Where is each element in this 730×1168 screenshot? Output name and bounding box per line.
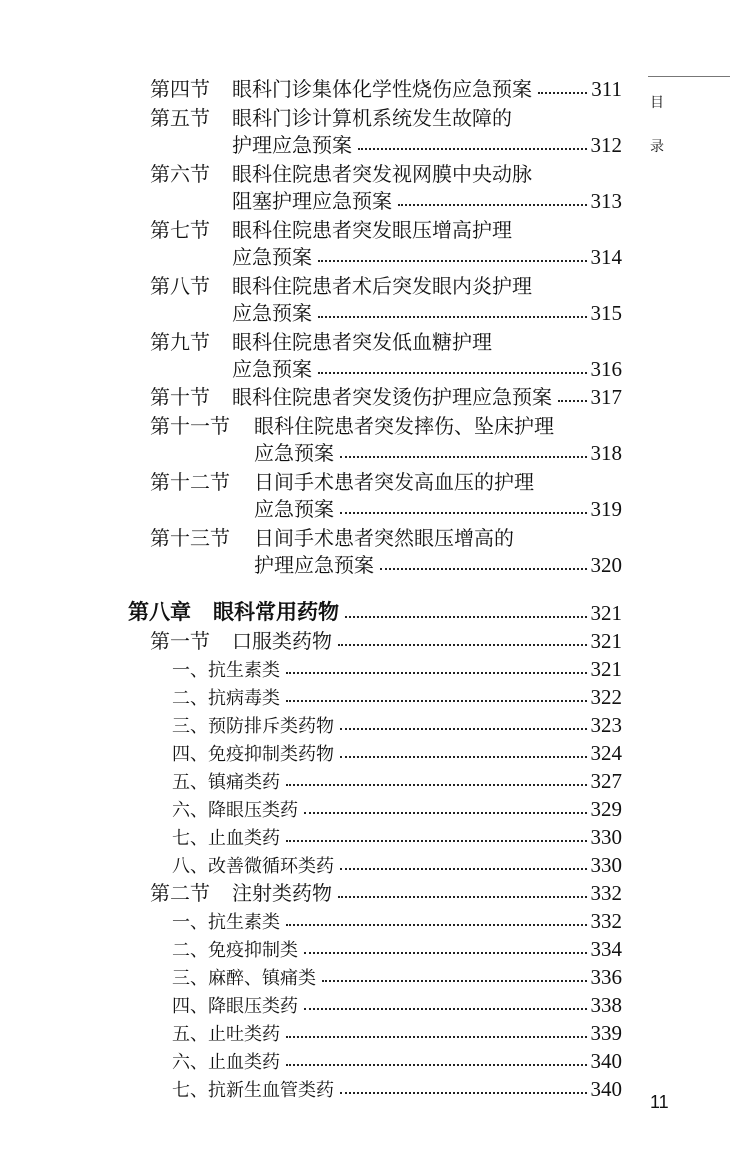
chapter-page: 321 (590, 601, 622, 625)
chapter-label: 第八章 (128, 600, 191, 624)
item-text: 七、抗新生血管类药 (172, 1080, 334, 1101)
section-marker-char: 录 (650, 139, 664, 155)
dot-leader (338, 644, 587, 646)
page-number: 11 (650, 1092, 669, 1112)
dot-leader (318, 316, 587, 318)
item-page: 332 (590, 909, 622, 933)
toc-entry[interactable] (232, 354, 622, 382)
toc-entry[interactable] (232, 298, 622, 326)
item-text: 八、改善微循环类药 (172, 856, 334, 877)
entry-label: 第四节 (150, 77, 210, 101)
dot-leader (286, 1064, 587, 1066)
entry-title-line2: 护理应急预案 (254, 553, 374, 577)
entry-label: 第十节 (150, 385, 210, 409)
entry-page: 318 (590, 441, 622, 465)
toc-entry[interactable] (232, 186, 622, 214)
entry-page: 314 (590, 245, 622, 269)
item-text: 六、降眼压类药 (172, 800, 298, 821)
entry-page: 313 (590, 189, 622, 213)
toc-item[interactable] (172, 850, 622, 878)
toc-entry[interactable] (150, 626, 622, 654)
dot-leader (340, 1092, 587, 1094)
entry-title: 眼科住院患者突发烫伤护理应急预案 (232, 385, 552, 409)
entry-title-line1: 眼科住院患者突发视网膜中央动脉 (232, 162, 532, 186)
item-page: 336 (590, 965, 622, 989)
entry-label: 第七节 (150, 218, 210, 242)
toc-item[interactable] (172, 1018, 622, 1046)
entry-title-line1: 眼科住院患者突发摔伤、坠床护理 (254, 414, 554, 438)
entry-title-line2: 阻塞护理应急预案 (232, 189, 392, 213)
dot-leader (318, 260, 587, 262)
entry-label: 第十二节 (150, 470, 230, 494)
entry-label: 第六节 (150, 162, 210, 186)
item-text: 五、镇痛类药 (172, 772, 280, 793)
toc-item[interactable] (172, 794, 622, 822)
chapter-title: 眼科常用药物 (213, 600, 339, 624)
entry-label: 第八节 (150, 274, 210, 298)
entry-label: 第五节 (150, 106, 210, 130)
item-text: 四、免疫抑制类药物 (172, 744, 334, 765)
item-page: 322 (590, 685, 622, 709)
item-page: 321 (590, 657, 622, 681)
item-page: 339 (590, 1021, 622, 1045)
entry-title: 注射类药物 (232, 881, 332, 905)
dot-leader (286, 924, 587, 926)
entry-title-line1: 眼科住院患者术后突发眼内炎护理 (232, 274, 532, 298)
item-page: 334 (590, 937, 622, 961)
item-text: 四、降眼压类药 (172, 996, 298, 1017)
entry-title-line1: 日间手术患者突然眼压增高的 (254, 526, 514, 550)
item-page: 323 (590, 713, 622, 737)
dot-leader (345, 616, 587, 618)
entry-page: 319 (590, 497, 622, 521)
item-text: 六、止血类药 (172, 1052, 280, 1073)
dot-leader (304, 812, 587, 814)
entry-title: 眼科门诊集体化学性烧伤应急预案 (232, 77, 532, 101)
item-text: 二、免疫抑制类 (172, 940, 298, 961)
toc-item[interactable] (172, 738, 622, 766)
dot-leader (304, 1008, 587, 1010)
entry-page: 315 (590, 301, 622, 325)
entry-label: 第一节 (150, 629, 210, 653)
entry-title-line2: 应急预案 (232, 245, 312, 269)
toc-item[interactable] (172, 934, 622, 962)
dot-leader (358, 148, 587, 150)
entry-label: 第十三节 (150, 526, 230, 550)
dot-leader (286, 700, 587, 702)
dot-leader (340, 756, 587, 758)
entry-title-line2: 应急预案 (254, 441, 334, 465)
toc-entry[interactable] (150, 878, 622, 906)
dot-leader (304, 952, 587, 954)
dot-leader (340, 728, 587, 730)
entry-title-line1: 眼科住院患者突发眼压增高护理 (232, 218, 512, 242)
entry-label: 第二节 (150, 881, 210, 905)
toc-item[interactable] (172, 682, 622, 710)
toc-item[interactable] (172, 1074, 622, 1102)
item-page: 327 (590, 769, 622, 793)
item-text: 三、麻醉、镇痛类 (172, 968, 316, 989)
entry-page: 321 (590, 629, 622, 653)
entry-page: 311 (591, 77, 622, 101)
item-text: 三、预防排斥类药物 (172, 716, 334, 737)
toc-item[interactable] (172, 906, 622, 934)
toc-entry[interactable] (254, 494, 622, 522)
toc-entry[interactable] (150, 382, 622, 410)
dot-leader (398, 204, 587, 206)
entry-label: 第十一节 (150, 414, 230, 438)
toc-entry[interactable] (232, 242, 622, 270)
entry-title-line2: 护理应急预案 (232, 133, 352, 157)
item-text: 二、抗病毒类 (172, 688, 280, 709)
entry-page: 316 (590, 357, 622, 381)
toc-item[interactable] (172, 766, 622, 794)
entry-label: 第九节 (150, 330, 210, 354)
dot-leader (338, 896, 587, 898)
item-page: 330 (590, 825, 622, 849)
item-text: 一、抗生素类 (172, 660, 280, 681)
entry-page: 312 (590, 133, 622, 157)
entry-title-line1: 日间手术患者突发高血压的护理 (254, 470, 534, 494)
item-page: 340 (590, 1077, 622, 1101)
toc-item[interactable] (172, 822, 622, 850)
toc-item[interactable] (172, 1046, 622, 1074)
toc-entry[interactable] (254, 550, 622, 578)
dot-leader (538, 92, 587, 94)
margin-rule (648, 76, 730, 77)
toc-entry[interactable] (232, 130, 622, 158)
dot-leader (340, 456, 587, 458)
item-page: 340 (590, 1049, 622, 1073)
entry-page: 317 (590, 385, 622, 409)
entry-page: 320 (590, 553, 622, 577)
entry-title: 口服类药物 (232, 629, 332, 653)
section-marker-char: 目 (650, 95, 664, 111)
dot-leader (340, 868, 587, 870)
dot-leader (380, 568, 587, 570)
item-page: 324 (590, 741, 622, 765)
dot-leader (286, 840, 587, 842)
entry-title-line1: 眼科住院患者突发低血糖护理 (232, 330, 492, 354)
dot-leader (286, 784, 587, 786)
entry-title-line2: 应急预案 (232, 301, 312, 325)
dot-leader (286, 672, 587, 674)
dot-leader (558, 400, 587, 402)
entry-title-line1: 眼科门诊计算机系统发生故障的 (232, 106, 512, 130)
item-page: 330 (590, 853, 622, 877)
entry-title-line2: 应急预案 (232, 357, 312, 381)
item-text: 一、抗生素类 (172, 912, 280, 933)
dot-leader (322, 980, 587, 982)
toc-entry[interactable] (254, 438, 622, 466)
dot-leader (318, 372, 587, 374)
toc-chapter[interactable] (128, 596, 622, 626)
toc-item[interactable] (172, 990, 622, 1018)
toc-item[interactable] (172, 710, 622, 738)
item-text: 七、止血类药 (172, 828, 280, 849)
item-page: 338 (590, 993, 622, 1017)
item-page: 329 (590, 797, 622, 821)
entry-page: 332 (590, 881, 622, 905)
entry-title-line2: 应急预案 (254, 497, 334, 521)
item-text: 五、止吐类药 (172, 1024, 280, 1045)
toc-item[interactable] (172, 654, 622, 682)
toc-entry[interactable] (150, 74, 622, 102)
toc-item[interactable] (172, 962, 622, 990)
dot-leader (286, 1036, 587, 1038)
dot-leader (340, 512, 587, 514)
